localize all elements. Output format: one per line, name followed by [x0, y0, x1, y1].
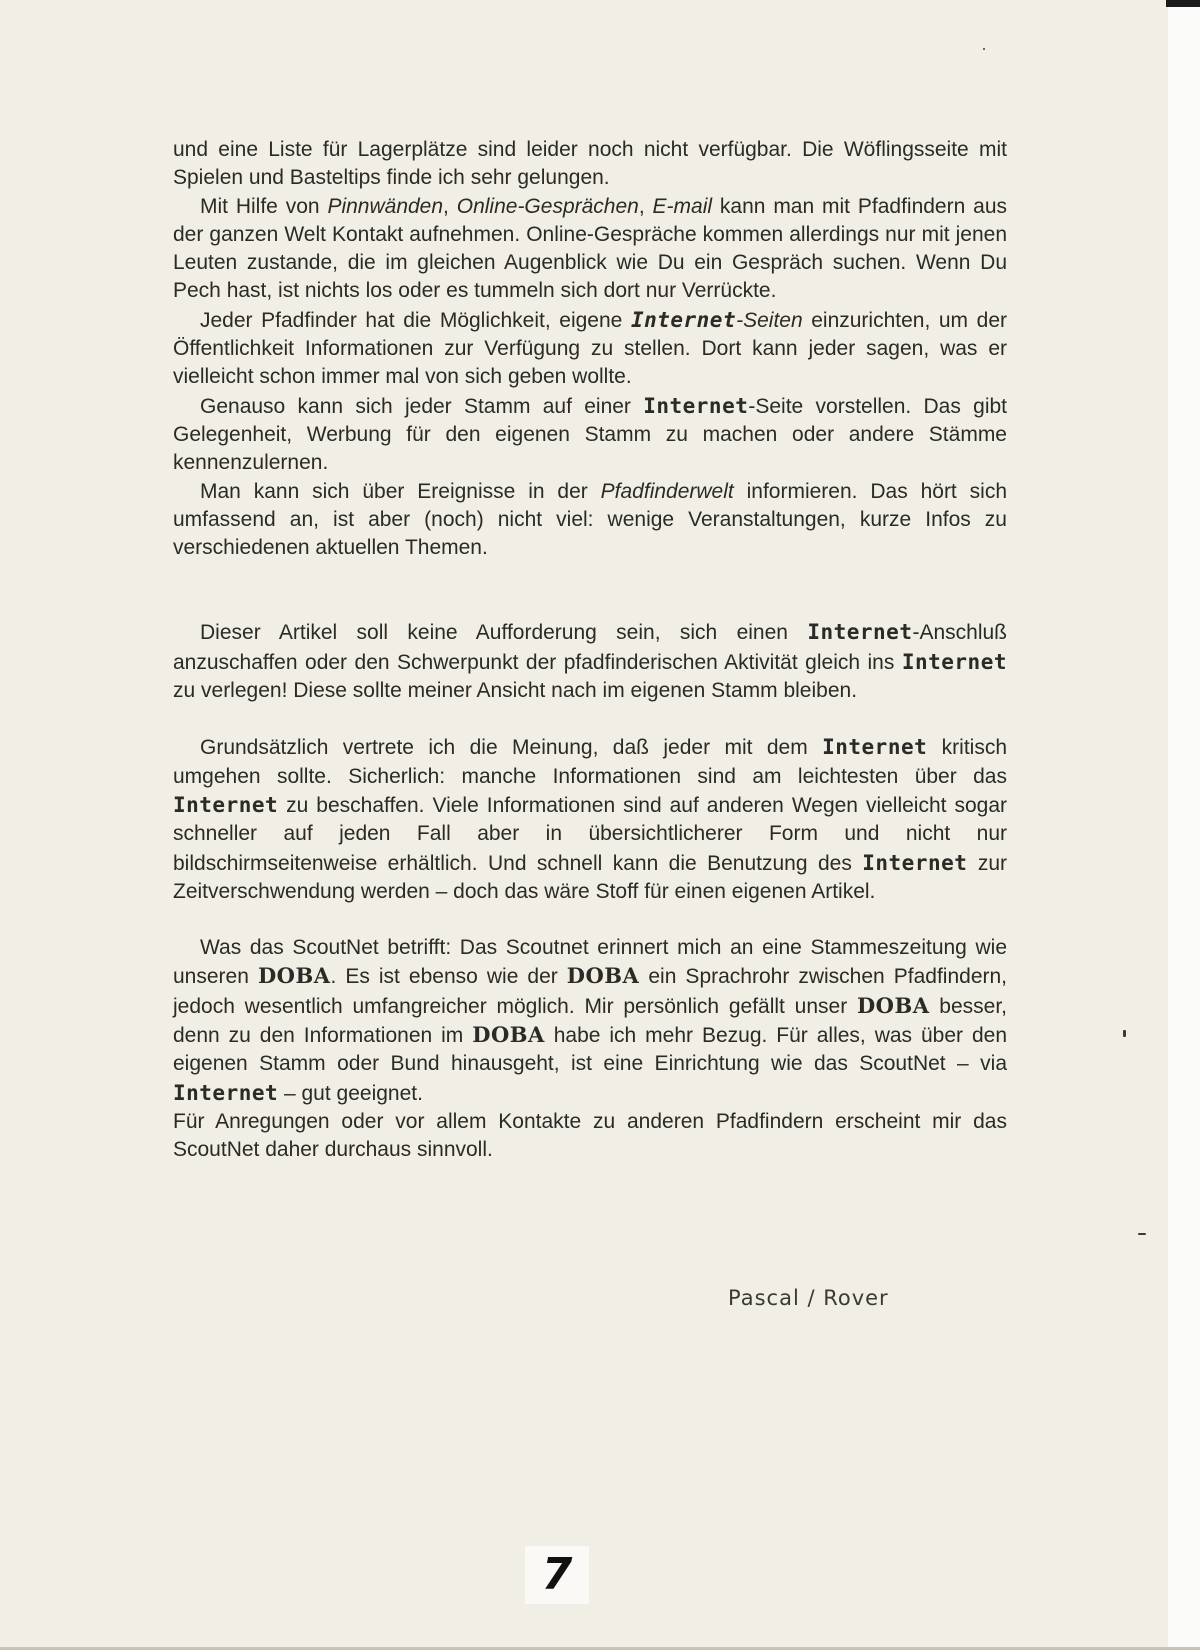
- text: -Anschluß anzuschaffen oder den Schwerpunkt der pfadfinderischen Aktivität gleich ins: [173, 621, 1007, 674]
- text: ,: [443, 194, 457, 218]
- text: Dieser Artikel soll keine Aufforderung sein, sich einen: [200, 621, 808, 645]
- text: kann man mit Pfadfindern aus der ganzen Welt Kontakt aufnehmen. Online-Gespräche kommen allerdings nur mit jenen Leuten zustande, die im gleichen Augenblick wie Du ein Gespräch suchen. Wenn Du Pech hast, ist nichts los oder es tummeln sich dort nur Verrückte.: [173, 194, 1008, 303]
- scan-speck: [1123, 1030, 1126, 1037]
- paragraph-2: [173, 193, 1007, 306]
- emphasis: Online-Gesprächen: [456, 194, 639, 218]
- paragraph-8: [173, 934, 1007, 1108]
- text: informieren. Das hört sich umfassend an, ist aber (noch) nicht viel: wenige Veranstaltungen, kurze Infos zu verschiedenen aktuellen Themen.: [173, 479, 1007, 560]
- article-body: [173, 136, 1007, 1165]
- scan-margin: [1168, 0, 1200, 1650]
- scan-speck: [1138, 1233, 1146, 1235]
- text: . Es ist ebenso wie der: [330, 965, 567, 989]
- text: Mit Hilfe von: [200, 194, 328, 218]
- scan-corner-mark: [1166, 0, 1200, 7]
- text: zu beschaffen. Viele Informationen sind auf anderen Wegen vielleicht sogar schneller auf jeden Fall aber in übersichtlicherer Form und nicht nur bildschirmseitenweise erhältlich. Und schnell kann die Benutzung des: [173, 793, 1007, 875]
- internet-term: Internet: [630, 307, 737, 332]
- text: ein Sprachrohr zwischen Pfadfindern, jedoch wesentlich umfangreicher möglich. Mir persönlich gefällt unser: [173, 965, 1008, 1018]
- text: zur Zeitverschwendung werden – doch das wäre Stoff für einen eigenen Artikel.: [173, 851, 1008, 903]
- internet-term: Internet: [862, 850, 968, 875]
- internet-term: Internet: [173, 1080, 279, 1105]
- internet-term: Internet: [807, 620, 913, 645]
- paragraph-9: Für Anregungen oder vor allem Kontakte zu anderen Pfadfindern erscheint mir das ScoutNet daher durchaus sinnvoll.: [173, 1109, 1007, 1162]
- scan-speck: [983, 48, 985, 50]
- text: kritisch umgehen sollte. Sicherlich: manche Informationen sind am leichtesten über das: [173, 736, 1007, 788]
- emphasis: E-mail: [652, 194, 713, 218]
- text: Genauso kann sich jeder Stamm auf einer: [200, 394, 644, 418]
- internet-term: Internet: [643, 393, 749, 418]
- text: besser, denn zu den Informationen im: [173, 994, 1007, 1048]
- paragraph-4: [173, 392, 1007, 478]
- text: – gut geeignet.: [278, 1081, 423, 1105]
- emphasis: Pinnwänden: [327, 194, 444, 218]
- paragraph-6: [173, 618, 1007, 705]
- text: ,: [638, 194, 653, 218]
- text: Was das ScoutNet betrifft: Das Scoutnet erinnert mich an eine Stammeszeitung wie unseren: [173, 936, 1007, 989]
- page-number: 7: [525, 1546, 589, 1604]
- author-signature: Pascal / Rover: [728, 1286, 889, 1310]
- text: Grundsätzlich vertrete ich die Meinung, daß jeder mit dem: [200, 736, 823, 760]
- doba-logotype: DOBA: [566, 963, 640, 989]
- paragraph-1: und eine Liste für Lagerplätze sind leider noch nicht verfügbar. Die Wöflingsseite mit Spielen und Basteltips finde ich sehr gelungen.: [173, 138, 1007, 190]
- text: Man kann sich über Ereignisse in der: [200, 479, 601, 503]
- emphasis: -Seiten: [736, 308, 803, 332]
- text: einzurichten, um der Öffentlichkeit Informationen zur Verfügung zu stellen. Dort kann jeder sagen, was er vielleicht schon immer mal von sich geben wollte.: [173, 308, 1007, 389]
- paragraph-3: [173, 306, 1007, 392]
- doba-logotype: DOBA: [257, 963, 331, 989]
- internet-term: Internet: [901, 649, 1007, 674]
- text: habe ich mehr Bezug. Für alles, was über den eigenen Stamm oder Bund hinausgeht, ist eine Einrichtung wie das ScoutNet – via: [173, 1024, 1007, 1076]
- emphasis: Pfadfinderwelt: [600, 479, 734, 503]
- text: -Seite vorstellen. Das gibt Gelegenheit, Werbung für den eigenen Stamm zu machen oder andere Stämme kennenzulernen.: [173, 394, 1008, 475]
- internet-term: Internet: [173, 792, 279, 817]
- doba-logotype: DOBA: [856, 992, 930, 1018]
- doba-logotype: DOBA: [472, 1022, 545, 1048]
- paragraph-5: [173, 478, 1007, 563]
- internet-term: Internet: [822, 735, 928, 760]
- text: zu verlegen! Diese sollte meiner Ansicht nach im eigenen Stamm bleiben.: [173, 679, 858, 703]
- paragraph-7: [173, 733, 1007, 906]
- text: Jeder Pfadfinder hat die Möglichkeit, eigene: [200, 308, 631, 332]
